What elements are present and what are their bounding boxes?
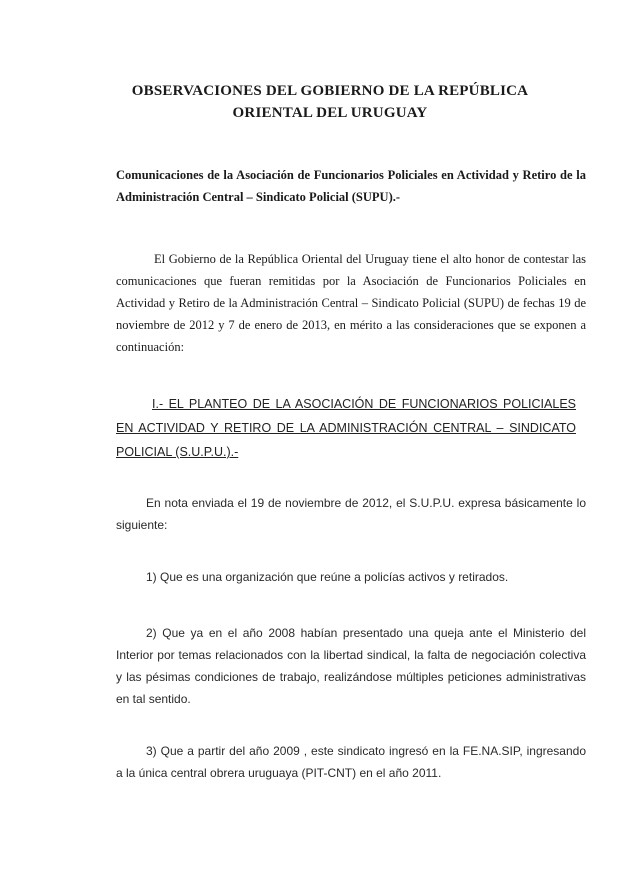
list-item-3: 3) Que a partir del año 2009 , este sindicato ingresó en la FE.NA.SIP, ingresando a la única central obrera uruguaya (PIT-CNT) en el año 2011. <box>116 744 586 780</box>
title-line-1: OBSERVACIONES DEL GOBIERNO DE LA REPÚBLICA <box>131 83 529 99</box>
intro-paragraph: El Gobierno de la República Oriental del Uruguay tiene el alto honor de contestar las comunicaciones que fueran remitidas por la Asociación de Funcionarios Policiales en Actividad y Retiro de la Administración Central – Sindicato Policial (SUPU) de fechas 19 de noviembre de 2012 y 7 de enero de 2013, en mérito a las consideraciones que se exponen a continuación: <box>116 252 586 354</box>
document-title <box>60 80 600 124</box>
section-heading <box>116 392 576 464</box>
title-line-2: ORIENTAL DEL URUGUAY <box>232 105 428 121</box>
nota-paragraph: En nota enviada el 19 de noviembre de 2012, el S.U.P.U. expresa básicamente lo siguiente: <box>116 496 586 532</box>
list-item-2: 2) Que ya en el año 2008 habían presentado una queja ante el Ministerio del Interior por temas relacionados con la libertad sindical, la falta de negociación colectiva y las pésimas condiciones de trabajo, realizándose múltiples peticiones administrativas en tal sentido. <box>116 626 586 706</box>
document-subtitle: Comunicaciones de la Asociación de Funcionarios Policiales en Actividad y Retiro de la Administración Central – Sindicato Policial (SUPU).- <box>116 168 586 204</box>
list-item-1: 1) Que es una organización que reúne a policías activos y retirados. <box>146 570 509 584</box>
section-heading-text: I.- EL PLANTEO DE LA ASOCIACIÓN DE FUNCIONARIOS POLICIALES EN ACTIVIDAD Y RETIRO DE LA ADMINISTRACIÓN CENTRAL – SINDICATO POLICIAL (S.U.P.U.).- <box>116 397 576 459</box>
